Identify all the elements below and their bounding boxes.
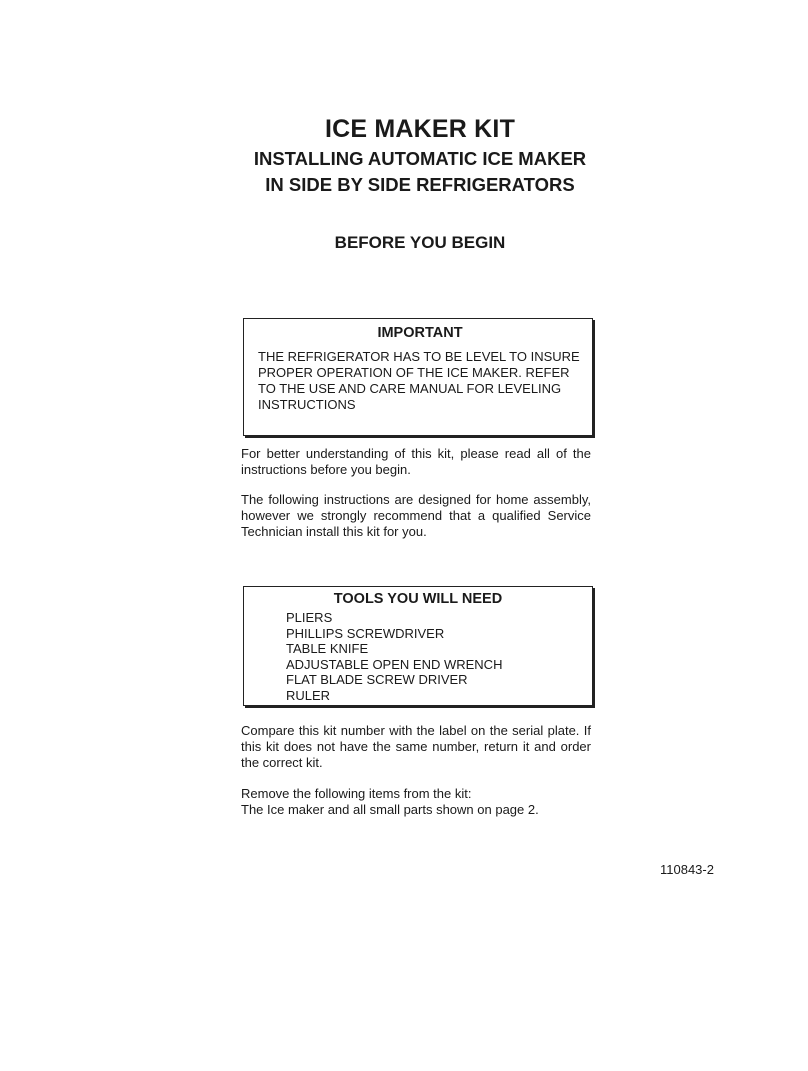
title-block xyxy=(200,112,640,198)
document-number: 110843-2 xyxy=(660,862,714,877)
paragraph-home-assembly: The following instructions are designed for home assembly, however we strongly recommend that a qualified Service Technician install this kit for you. xyxy=(241,492,591,539)
document-title: ICE MAKER KIT xyxy=(324,115,516,143)
document-subtitle-line-2: IN SIDE BY SIDE REFRIGERATORS xyxy=(265,174,575,195)
important-notice-box xyxy=(243,318,593,436)
tool-item: ADJUSTABLE OPEN END WRENCH xyxy=(286,656,503,672)
important-text: THE REFRIGERATOR HAS TO BE LEVEL TO INSURE PROPER OPERATION OF THE ICE MAKER. REFER TO THE USE AND CARE MANUAL FOR LEVELING INSTRUCTIONS xyxy=(258,349,580,412)
paragraph-understanding: For better understanding of this kit, please read all of the instructions before you begin. xyxy=(241,446,591,477)
paragraph-compare-kit-number: Compare this kit number with the label on the serial plate. If this kit does not have the same number, return it and order the correct kit. xyxy=(241,723,591,770)
paragraph-remove-items-line-1: Remove the following items from the kit: xyxy=(241,786,472,801)
tool-item: PHILLIPS SCREWDRIVER xyxy=(286,625,445,641)
document-subtitle-line-1: INSTALLING AUTOMATIC ICE MAKER xyxy=(253,148,587,169)
tool-item: RULER xyxy=(286,687,331,703)
tools-heading: TOOLS YOU WILL NEED xyxy=(333,591,503,607)
tools-needed-box xyxy=(243,586,593,706)
tool-item: TABLE KNIFE xyxy=(286,641,369,656)
important-heading: IMPORTANT xyxy=(377,325,463,341)
tool-item: FLAT BLADE SCREW DRIVER xyxy=(286,672,468,687)
paragraph-remove-items-line-2: The Ice maker and all small parts shown on page 2. xyxy=(241,802,539,817)
before-you-begin-heading: BEFORE YOU BEGIN xyxy=(334,233,506,252)
tools-list xyxy=(286,610,582,703)
tool-item: PLIERS xyxy=(286,610,333,625)
